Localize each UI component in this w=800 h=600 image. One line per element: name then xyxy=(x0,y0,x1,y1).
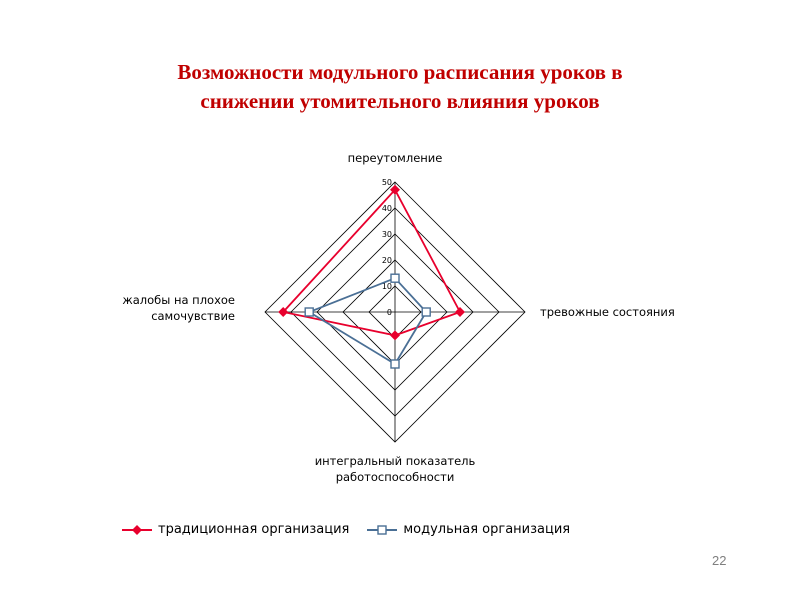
data-point-traditional xyxy=(390,330,400,340)
data-point-modular xyxy=(391,274,399,282)
axis-label: работоспособности xyxy=(335,470,455,484)
legend-item-traditional xyxy=(122,522,349,537)
legend-label-modular: модульная организация xyxy=(403,522,571,537)
legend-marker-square-icon xyxy=(367,524,397,536)
axis-label: переутомление xyxy=(347,151,443,165)
axis-label: самочувствие xyxy=(151,309,235,323)
legend xyxy=(122,522,588,537)
data-point-modular xyxy=(305,308,313,316)
chart-title-line-2: снижении утомительного влияния уроков xyxy=(200,89,600,113)
legend-item-modular xyxy=(367,522,570,537)
legend-label-traditional: традиционная организация xyxy=(158,522,350,537)
tick-label: 50 xyxy=(381,178,392,187)
chart-title-line-1: Возможности модульного расписания уроков в xyxy=(177,60,623,84)
tick-label: 10 xyxy=(381,282,392,291)
data-point-traditional xyxy=(455,307,465,317)
axis-label: интегральный показатель xyxy=(314,454,476,468)
tick-label: 20 xyxy=(381,256,392,265)
tick-label: 0 xyxy=(386,308,392,317)
axis-label: тревожные состояния xyxy=(540,305,675,319)
tick-label: 30 xyxy=(381,230,392,239)
page-number: 22 xyxy=(712,553,727,568)
legend-marker-diamond-icon xyxy=(122,524,152,536)
data-point-modular xyxy=(422,308,430,316)
data-point-modular xyxy=(391,360,399,368)
tick-label: 40 xyxy=(381,204,392,213)
axis-label: жалобы на плохое xyxy=(122,293,235,307)
